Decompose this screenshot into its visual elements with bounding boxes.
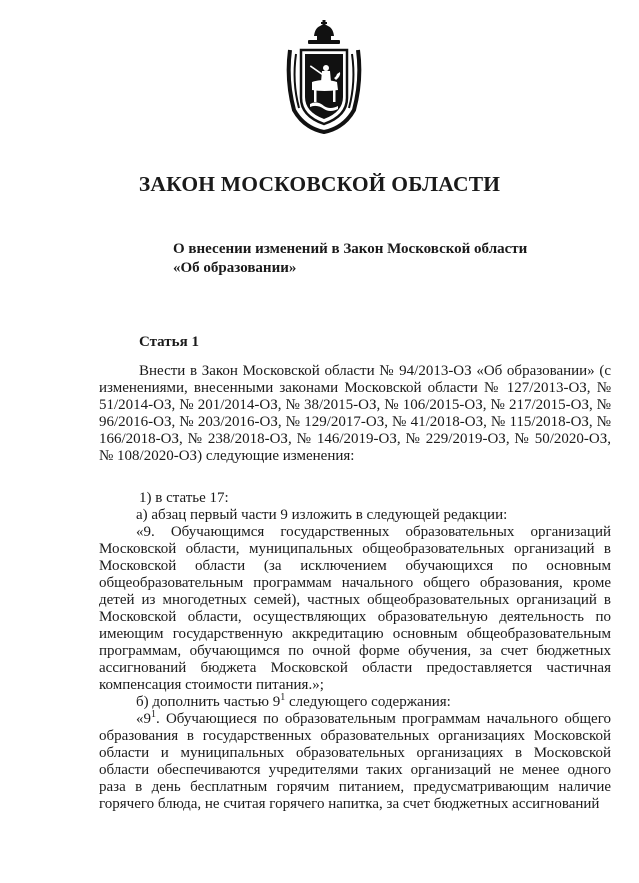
document-subtitle (173, 240, 613, 278)
subtitle-line-1: О внесении изменений в Закон Московской области (173, 241, 528, 257)
shield-icon (301, 50, 347, 124)
item-1a: а) абзац первый части 9 изложить в следующей редакции: (136, 507, 508, 523)
quote-9-1-prefix: «9 (136, 711, 151, 727)
quote-9-1-body: . Обучающиеся по образовательным программам начального общего образования в государственных образовательных организациях Московской области и муниципальных образовательных организациях в Московской области обеспечиваются учредителями таких организаций не менее одного раза в день бесплатным горячим питанием, предусматривающим наличие горячего блюда, не считая горячего напитка, за счет бюджетных ассигнований (99, 711, 611, 812)
subtitle-line-2: «Об образовании» (173, 260, 297, 276)
item-1b-prefix: б) дополнить частью 9 (136, 694, 281, 710)
quote-part-9-1 (99, 711, 611, 813)
intro-paragraph: Внести в Закон Московской области № 94/2013-ОЗ «Об образовании» (с изменениями, внесенными законами Московской области № 127/2013-ОЗ, № 51/2014-ОЗ, № 201/2014-ОЗ, № 38/2015-ОЗ, № 106/2015-ОЗ, № 217/2015-ОЗ, № 96/2016-ОЗ, № 203/2016-ОЗ, № 129/2017-ОЗ, № 41/2018-ОЗ, № 115/2018-ОЗ, № 166/2018-ОЗ, № 238/2018-ОЗ, № 146/2019-ОЗ, № 229/2019-ОЗ, № 50/2020-ОЗ, № 108/2020-ОЗ) следующие изменения: (99, 363, 611, 464)
document-title: ЗАКОН МОСКОВСКОЙ ОБЛАСТИ (138, 172, 501, 196)
intro-block (99, 363, 611, 465)
article-heading: Статья 1 (139, 334, 199, 350)
crown-icon (308, 20, 340, 44)
item-1b-sup: 1 (280, 692, 286, 703)
item-1: 1) в статье 17: (139, 490, 229, 506)
coat-of-arms-icon (284, 20, 364, 138)
amendments-block (99, 490, 611, 813)
quote-part-9: «9. Обучающимся государственных образовательных организаций Московской области, муниципальных общеобразовательных организаций в Московской области (за исключением обучающихся по основным общеобразовательным программам начального общего образования, кроме детей из многодетных семей), частных общеобразовательных организаций в Московской области, осуществляющих образовательную деятельность по имеющим государственную аккредитацию основным общеобразовательным программам, обучающимся по очной форме обучения, за счет бюджетных ассигнований бюджета Московской области предоставляется частичная компенсация стоимости питания.»; (99, 524, 611, 693)
item-1b (99, 694, 611, 711)
quote-9-1-sup: 1 (151, 709, 156, 720)
item-1b-suffix: следующего содержания: (285, 694, 451, 710)
